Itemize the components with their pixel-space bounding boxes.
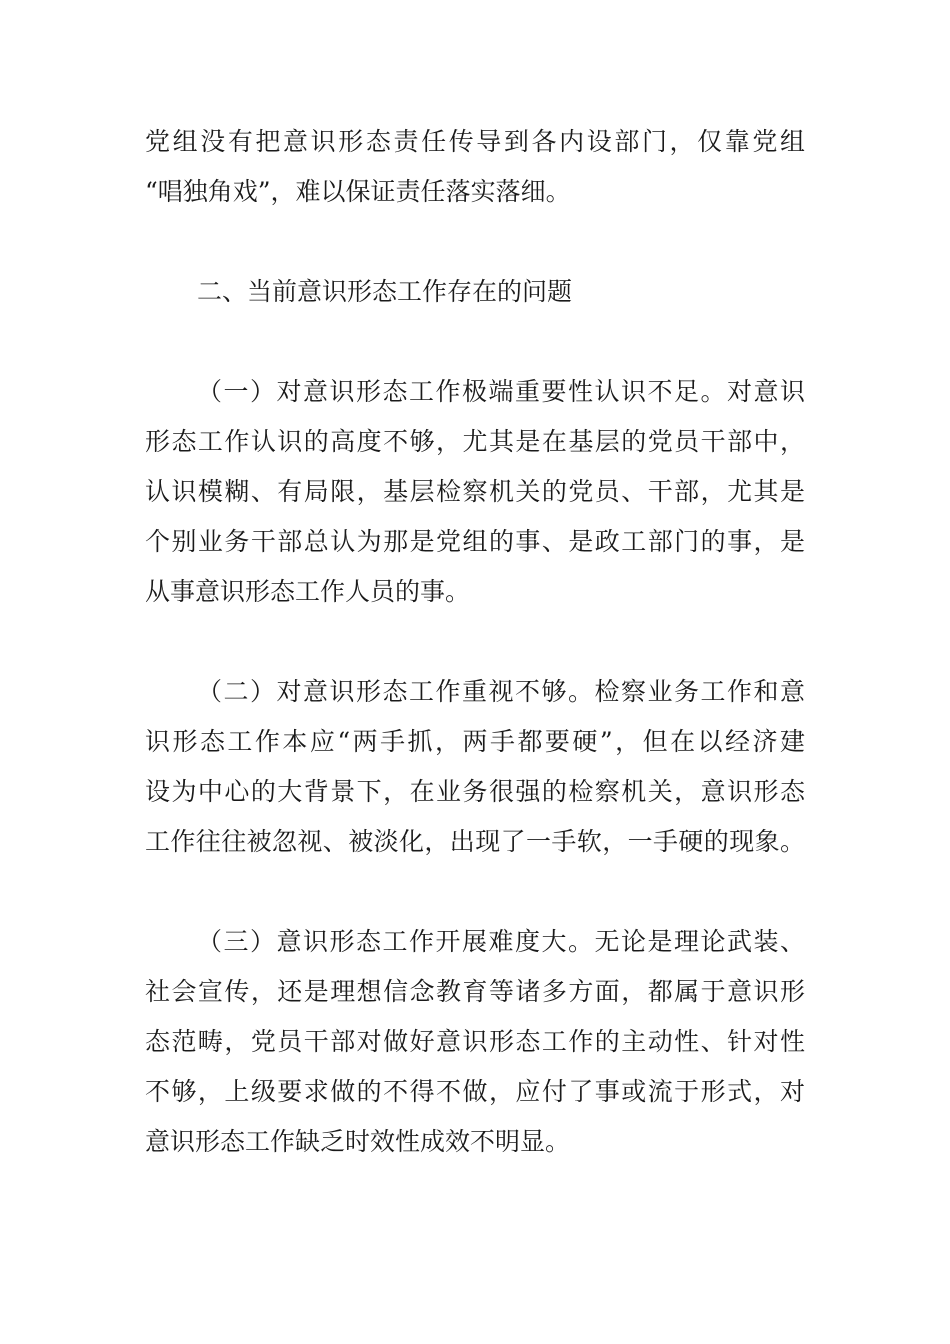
paragraph-line: 设为中心的大背景下，在业务很强的检察机关，意识形态 [145,777,805,806]
paragraph-line: 意识形态工作缺乏时效性成效不明显。 [145,1127,571,1156]
paragraph-line: 认识模糊、有局限，基层检察机关的党员、干部，尤其是 [145,477,805,506]
paragraph-line: 工作往往被忽视、被淡化，出现了一手软，一手硬的现象。 [145,827,805,856]
paragraph-line: 识形态工作本应“两手抓，两手都要硬”，但在以经济建 [145,727,805,756]
paragraph-line: 从事意识形态工作人员的事。 [145,577,471,606]
paragraph-line: （三）意识形态工作开展难度大。无论是理论武装、 [197,927,805,956]
paragraph-line: 形态工作认识的高度不够，尤其是在基层的党员干部中， [145,427,805,456]
section-heading: 二、当前意识形态工作存在的问题 [197,277,573,306]
paragraph-line: 态范畴，党员干部对做好意识形态工作的主动性、针对性 [145,1027,805,1056]
paragraph-line: （二）对意识形态工作重视不够。检察业务工作和意 [197,677,805,706]
paragraph-line: “唱独角戏”，难以保证责任落实落细。 [145,177,571,206]
paragraph-line: （一）对意识形态工作极端重要性认识不足。对意识 [197,377,805,406]
paragraph-line: 个别业务干部总认为那是党组的事、是政工部门的事，是 [145,527,805,556]
paragraph-line: 不够，上级要求做的不得不做，应付了事或流于形式，对 [145,1077,805,1106]
paragraph-line: 社会宣传，还是理想信念教育等诸多方面，都属于意识形 [145,977,805,1006]
paragraph-line: 党组没有把意识形态责任传导到各内设部门，仅靠党组 [145,127,805,156]
